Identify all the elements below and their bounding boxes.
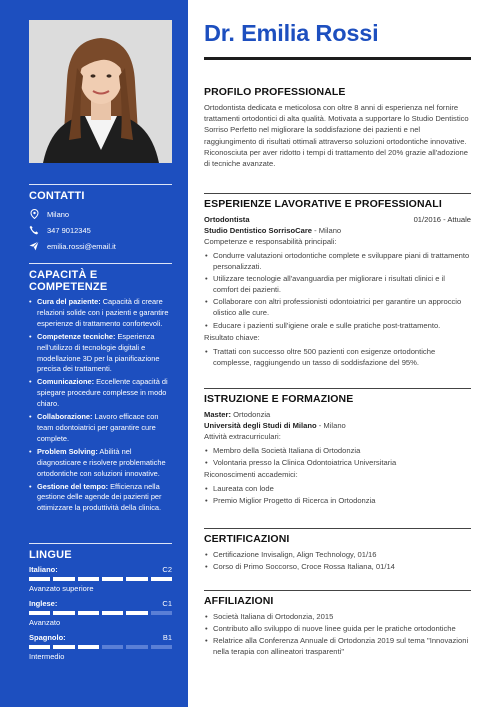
skill-label: Cura del paziente: (37, 297, 101, 306)
skill-label: Gestione del tempo: (37, 481, 109, 491)
language-level: C1 (162, 599, 172, 608)
skills-section (29, 263, 172, 516)
page-title: Dr. Emilia Rossi (204, 20, 379, 46)
level-segment (102, 645, 123, 649)
education-extra-list (204, 445, 471, 468)
list-item (29, 332, 172, 376)
list-item (29, 447, 172, 480)
experience-dates: 01/2016 - Attuale (413, 215, 471, 224)
contact-email-text: emilia.rossi@email.it (47, 241, 116, 251)
language-item (29, 565, 172, 593)
experience-location: - Milano (312, 226, 342, 235)
skill-label: Comunicazione: (37, 377, 95, 387)
list-item: • Laureata con lode (204, 483, 471, 494)
level-segment (126, 577, 147, 581)
education-school-row (204, 420, 471, 431)
list-item: • Trattati con successo oltre 500 pazienti con esigenze ortodontiche complesse, raggiungendo un tasso di soddisfazione del 95%. (204, 346, 471, 368)
level-segment (102, 577, 123, 581)
level-segment (102, 611, 123, 615)
list-item (29, 377, 172, 410)
languages-title: LINGUE (29, 543, 172, 565)
affiliations-title: AFFILIAZIONI (204, 595, 274, 607)
education-awards-list (204, 483, 471, 506)
profile-photo (29, 20, 172, 163)
profile-text: Ortodontista dedicata e meticolosa con oltre 8 anni di esperienza nel fornire trattamenti ortodontici di alta qualità. Motivata a supportare lo Studio Dentistico Sorriso Perfetto nel migliorare la soddisfazione dei pazienti e nel raggiungimento di risultati ottimali attraverso soluzioni ortodontiche innovative. Riconosciuta per aver ridotto i tempi di trattamento del 20% grazie all'adozione di tecniche avanzate. (204, 103, 469, 169)
language-header (29, 599, 172, 608)
list-item: • Volontaria presso la Clinica Odontoiatrica Universitaria (204, 457, 471, 468)
education-location: - Milano (316, 421, 346, 430)
affiliations-section (204, 590, 471, 658)
experience-role: Ortodontista (204, 215, 250, 224)
level-segment (151, 577, 172, 581)
list-item: • Corso di Primo Soccorso, Croce Rossa Italiana, 01/14 (204, 561, 471, 572)
education-degree: Ortodonzia (231, 410, 271, 419)
skill-text: Esperienza nell'utilizzo di tecnologie digitali e modellazione 3D per la pianificazione precisa dei trattamenti. (37, 331, 160, 374)
level-segment (78, 611, 99, 615)
experience-company-row (204, 225, 471, 236)
list-item: • Membro della Società Italiana di Ortodonzia (204, 445, 471, 456)
skill-text: Capacità di creare relazioni solide con i pazienti e garantire esperienze di trattamento confortevoli. (37, 297, 169, 328)
skill-label: Competenze tecniche: (37, 331, 116, 341)
contact-location-text: Milano (47, 209, 70, 219)
list-item: • Educare i pazienti sull'igiene orale e sulle pratiche post-trattamento. (204, 320, 471, 331)
list-item: • Utilizzare tecnologie all'avanguardia per migliorare i risultati clinici e il comfort dei pazienti. (204, 273, 471, 295)
list-item (29, 482, 172, 515)
language-level-bar (29, 611, 172, 615)
contact-email[interactable] (29, 238, 172, 254)
level-segment (151, 645, 172, 649)
experience-company: Studio Dentistico SorrisoCare (204, 226, 313, 235)
level-segment (29, 577, 50, 581)
language-level-bar (29, 577, 172, 581)
education-title: ISTRUZIONE E FORMAZIONE (204, 393, 354, 405)
contact-phone[interactable] (29, 222, 172, 238)
experience-duties-list (204, 250, 471, 331)
experience-title: ESPERIENZE LAVORATIVE E PROFESSIONALI (204, 198, 442, 210)
language-description: Intermedio (29, 652, 65, 661)
level-segment (53, 611, 74, 615)
experience-duties-label: Competenze e responsabilità principali: (204, 237, 337, 246)
send-icon (29, 241, 39, 251)
title-divider (204, 57, 471, 60)
language-item (29, 633, 172, 661)
list-item: • Collaborare con altri professionisti odontoiatrici per garantire un approccio olistico alle cure. (204, 296, 471, 318)
affiliations-list (204, 611, 471, 657)
phone-icon (29, 225, 39, 235)
skill-text: Lavoro efficace con team odontoiatrici per garantire cure complete. (37, 412, 159, 443)
level-segment (78, 577, 99, 581)
language-name: Spagnolo: (29, 633, 66, 642)
language-header (29, 633, 172, 642)
contact-section (29, 184, 172, 254)
certifications-list (204, 549, 471, 572)
education-degree-label: Master: (204, 410, 232, 419)
level-segment (53, 645, 74, 649)
language-item (29, 599, 172, 627)
education-extra-label: Attività extracurriculari: (204, 432, 281, 441)
contact-title: CONTATTI (29, 184, 172, 206)
level-segment (29, 645, 50, 649)
skills-list (29, 297, 172, 514)
language-description: Avanzato superiore (29, 584, 94, 593)
level-segment (78, 645, 99, 649)
language-header (29, 565, 172, 574)
certifications-title: CERTIFICAZIONI (204, 533, 290, 545)
education-school: Università degli Studi di Milano (204, 421, 317, 430)
languages-list (29, 565, 172, 661)
list-item: • Contributo allo sviluppo di nuove linee guida per le pratiche ortodontiche (204, 623, 471, 634)
language-description: Avanzato (29, 618, 61, 627)
experience-results-label: Risultato chiave: (204, 332, 260, 342)
language-level: B1 (162, 633, 172, 642)
level-segment (126, 611, 147, 615)
level-segment (53, 577, 74, 581)
list-item (29, 412, 172, 445)
skill-label: Collaborazione: (37, 412, 93, 422)
experience-role-row (204, 214, 471, 225)
level-segment (151, 611, 172, 615)
languages-section (29, 543, 172, 667)
location-pin-icon (29, 209, 39, 219)
sidebar (0, 0, 188, 707)
skill-text: Eccellente capacità di spiegare procedure complesse in modo chiaro. (37, 377, 168, 409)
list-item: • Relatrice alla Conferenza Annuale di Ortodonzia 2019 sul tema "Innovazioni nella terapia con allineatori trasparenti" (204, 635, 471, 657)
language-level: C2 (162, 565, 172, 574)
language-name: Inglese: (29, 599, 58, 608)
contact-location (29, 206, 172, 222)
level-segment (126, 645, 147, 649)
list-item: • Società Italiana di Ortodonzia, 2015 (204, 611, 471, 622)
skills-title: CAPACITÀ E COMPETENZE (29, 263, 172, 297)
language-level-bar (29, 645, 172, 649)
education-awards-label: Riconoscimenti accademici: (204, 470, 298, 480)
profile-title: PROFILO PROFESSIONALE (204, 86, 346, 98)
skill-text: Abilità nel diagnosticare e risolvere problematiche ortodontiche con soluzioni innovative. (37, 446, 166, 478)
language-name: Italiano: (29, 565, 58, 574)
list-item: • Certificazione Invisalign, Align Technology, 01/16 (204, 549, 471, 560)
experience-section (204, 193, 471, 369)
education-section (204, 388, 471, 507)
skill-text: Efficienza nella gestione delle agende dei pazienti per ottimizzare la produttività della clinica. (37, 481, 162, 513)
list-item (29, 297, 172, 330)
contact-phone-text: 347 9012345 (47, 225, 91, 235)
skill-label: Problem Solving: (37, 446, 98, 456)
certifications-section (204, 528, 471, 573)
profile-section (204, 86, 471, 169)
list-item: • Premio Miglior Progetto di Ricerca in Ortodonzia (204, 495, 471, 506)
list-item: • Condurre valutazioni ortodontiche complete e sviluppare piani di trattamento personalizzati. (204, 250, 471, 272)
education-degree-row (204, 409, 471, 420)
experience-results-list (204, 346, 471, 368)
level-segment (29, 611, 50, 615)
